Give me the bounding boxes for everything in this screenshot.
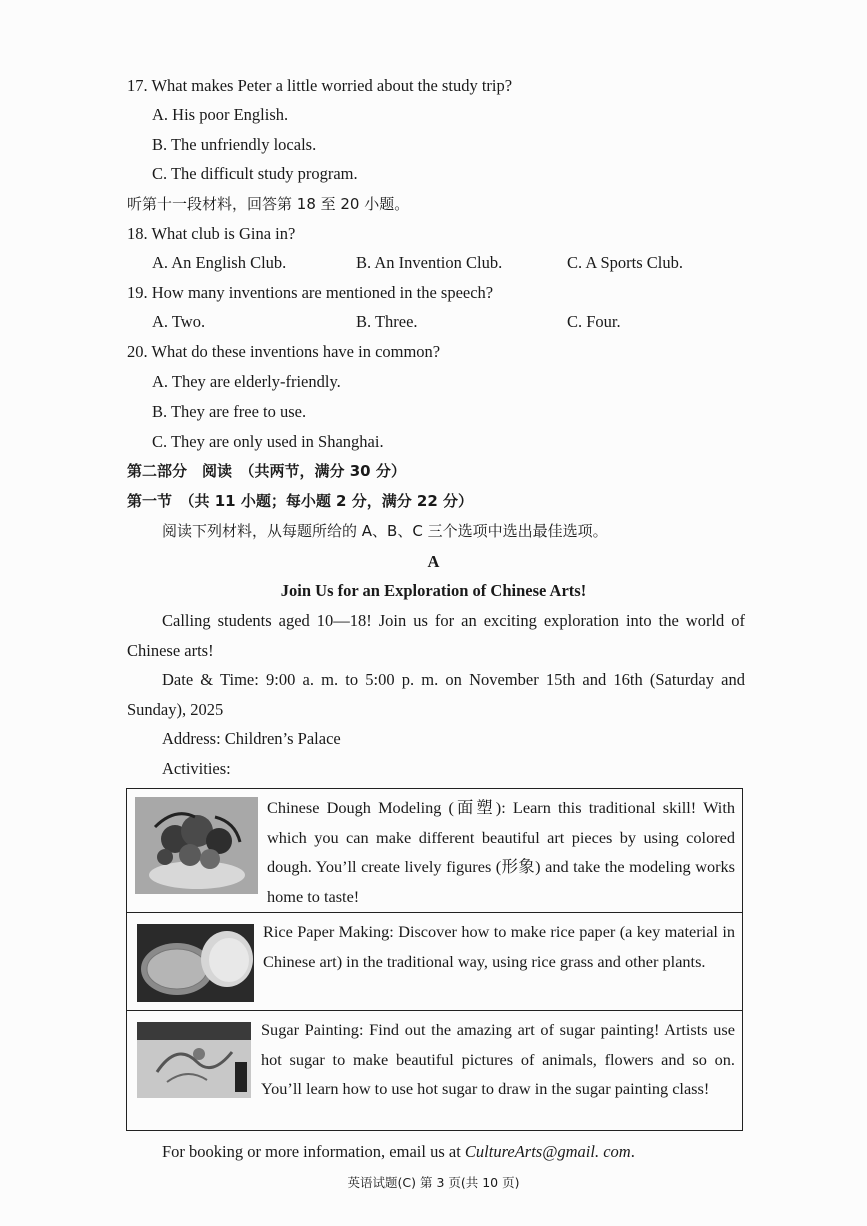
q20-option-a: A. They are elderly-friendly. (152, 372, 341, 391)
passage-address: Address: Children’s Palace (162, 729, 341, 748)
activity-row-sugar (127, 1010, 742, 1130)
booking-suffix: . (630, 1142, 635, 1161)
listening-instruction: 听第十一段材料，回答第 18 至 20 小题。 (127, 195, 410, 213)
q19-question: 19. How many inventions are mentioned in the speech? (127, 283, 494, 302)
q19-option-a: A. Two. (152, 312, 206, 331)
q19-option-b: B. Three. (356, 312, 418, 331)
reading-instruction: 阅读下列材料，从每题所给的 A、B、C 三个选项中选出最佳选项。 (162, 522, 608, 540)
q20-option-b: B. They are free to use. (152, 402, 307, 421)
rice-paper-photo (137, 924, 254, 1002)
rice-paper-text: Rice Paper Making: Discover how to make rice paper (a key material in Chinese art) in the traditional way, using rice grass and other plants. (263, 922, 735, 971)
dough-modeling-photo (135, 797, 258, 894)
sugar-painting-photo (137, 1022, 251, 1098)
dough-modeling-text: Chinese Dough Modeling (面塑): Learn this traditional skill! With which you can make different beautiful art pieces by using colored dough. You’ll create lively figures (形象) and take the modeling works home to taste! (267, 798, 735, 906)
q20-question: 20. What do these inventions have in common? (127, 342, 441, 361)
booking-prefix: For booking or more information, email us at (162, 1142, 465, 1161)
part2-heading: 第二部分 阅读 （共两节，满分 30 分） (127, 462, 406, 480)
booking-email-link[interactable]: CultureArts@gmail. com (464, 1142, 631, 1161)
activities-label: Activities: (162, 759, 231, 778)
q17-option-c: C. The difficult study program. (152, 164, 358, 183)
booking-line (162, 1144, 635, 1161)
sugar-painting-text: Sugar Painting: Find out the amazing art of sugar painting! Artists use hot sugar to make beautiful pictures of animals, flowers and so on. You’ll learn how to use hot sugar to draw in the sugar painting class! (261, 1020, 735, 1098)
q18-option-b: B. An Invention Club. (356, 253, 503, 272)
q17-option-a: A. His poor English. (152, 105, 289, 124)
q18-option-a: A. An English Club. (152, 253, 287, 272)
q18-option-c: C. A Sports Club. (567, 253, 683, 272)
passage-date-time: Date & Time: 9:00 a. m. to 5:00 p. m. on November 15th and 16th (Saturday and Sunday), 2025 (127, 670, 745, 719)
activity-row-rice-paper (127, 912, 742, 1010)
q18-question: 18. What club is Gina in? (127, 224, 296, 243)
passage-intro: Calling students aged 10—18! Join us for an exciting exploration into the world of Chinese arts! (127, 611, 745, 660)
page-footer: 英语试题(C) 第 3 页(共 10 页) (347, 1175, 520, 1190)
section1-heading: 第一节 （共 11 小题；每小题 2 分，满分 22 分） (127, 492, 474, 510)
passage-letter: A (427, 552, 440, 571)
activity-row-dough (127, 789, 742, 912)
passage-title: Join Us for an Exploration of Chinese Arts! (280, 581, 587, 600)
activities-table (126, 788, 743, 1131)
q20-option-c: C. They are only used in Shanghai. (152, 432, 384, 451)
q19-option-c: C. Four. (567, 312, 621, 331)
q17-question: 17. What makes Peter a little worried about the study trip? (127, 76, 513, 95)
q17-option-b: B. The unfriendly locals. (152, 135, 317, 154)
